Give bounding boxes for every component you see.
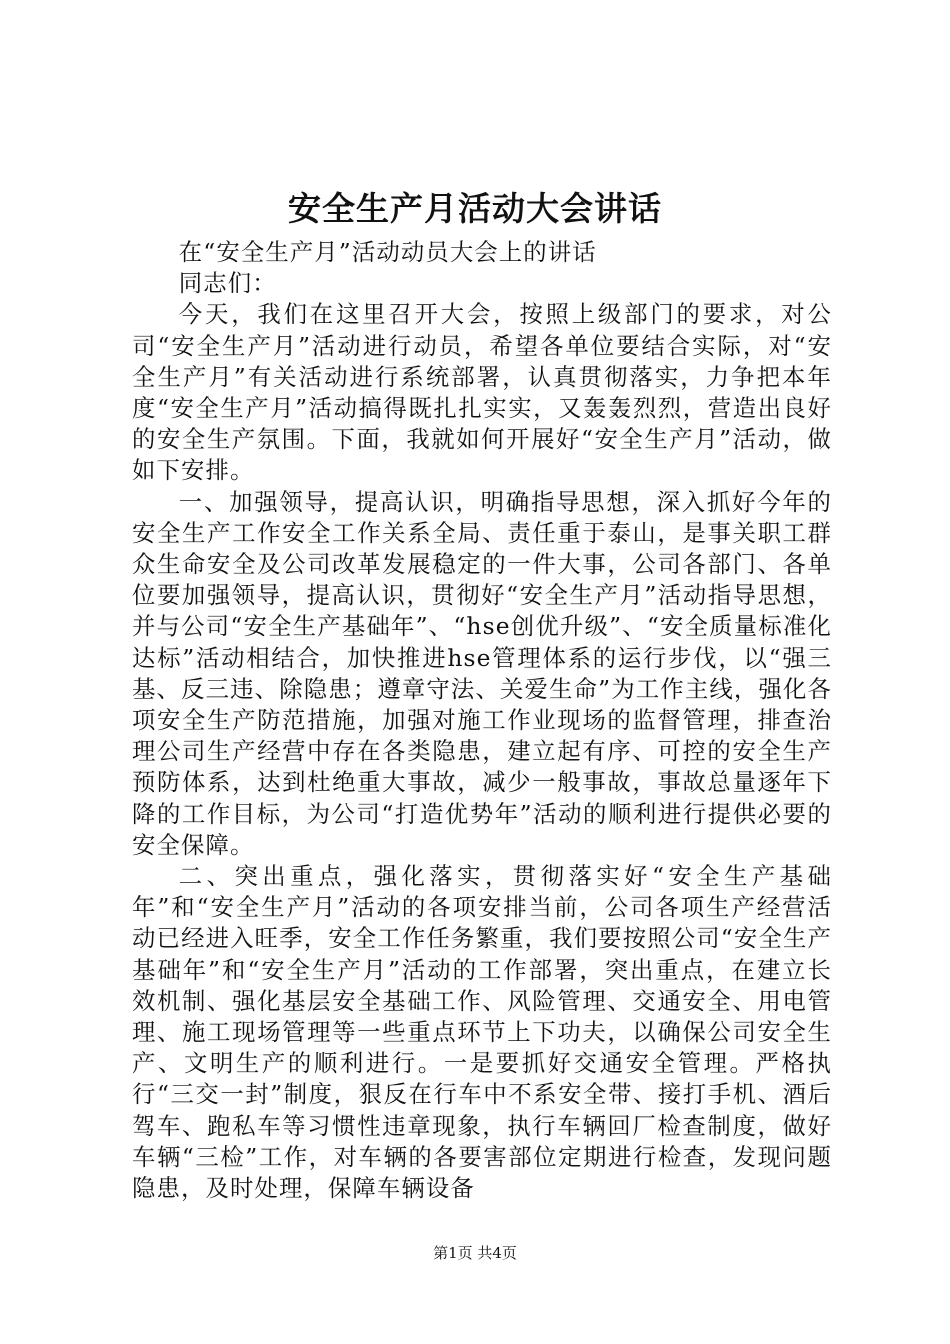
subtitle-paragraph: 在“安全生产月”活动动员大会上的讲话 — [178, 238, 597, 266]
section-one-paragraph: 一、加强领导，提高认识，明确指导思想，深入抓好今年的安全生产工作安全工作关系全局、责任重于泰山，是事关职工群众生命安全及公司改革发展稳定的一件大事，公司各部门、各单位要加强领导，提高认识，贯彻好“安全生产月”活动指导思想，并与公司“安全生产基础年”、“hse创优升级”、“安全质量标准化达标”活动相结合，加快推进hse管理体系的运行步伐，以“强三基、反三违、除隐患；遵章守法、关爱生命”为工作主线，强化各项安全生产防范措施，加强对施工作业现场的监督管理，排查治理公司生产经营中存在各类隐患，建立起有序、可控的安全生产预防体系，达到杜绝重大事故，减少一般事故，事故总量逐年下降的工作目标，为公司“打造优势年”活动的顺利进行提供必要的安全保障。 — [132, 487, 832, 859]
document-body — [132, 237, 832, 1204]
intro-paragraph: 今天，我们在这里召开大会，按照上级部门的要求，对公司“安全生产月”活动进行动员，希望各单位要结合实际，对“安全生产月”有关活动进行系统部署，认真贯彻落实，力争把本年度“安全生产月”活动搞得既扎扎实实，又轰轰烈烈，营造出良好的安全生产氛围。下面，我就如何开展好“安全生产月”活动，做如下安排。 — [132, 300, 832, 485]
section-two-paragraph: 二、突出重点，强化落实，贯彻落实好“安全生产基础年”和“安全生产月”活动的各项安排当前，公司各项生产经营活动已经进入旺季，安全工作任务繁重，我们要按照公司“安全生产基础年”和“安全生产月”活动的工作部署，突出重点，在建立长效机制、强化基层安全基础工作、风险管理、交通安全、用电管理、施工现场管理等一些重点环节上下功夫，以确保公司安全生产、文明生产的顺利进行。一是要抓好交通安全管理。严格执行“三交一封”制度，狠反在行车中不系安全带、接打手机、酒后驾车、跑私车等习惯性违章现象，执行车辆回厂检查制度，做好车辆“三检”工作，对车辆的各要害部位定期进行检查，发现问题隐患，及时处理，保障车辆设备 — [132, 862, 832, 1203]
salutation-paragraph: 同志们： — [178, 269, 277, 298]
document-title: 安全生产月活动大会讲话 — [288, 189, 662, 228]
page-footer: 第1页 共4页 — [433, 1244, 517, 1262]
